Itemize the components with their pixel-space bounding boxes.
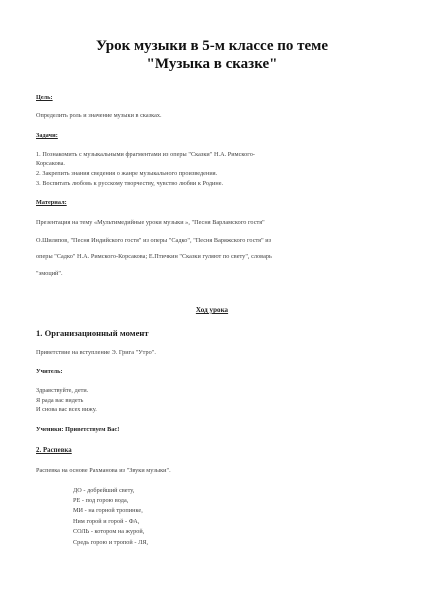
materials-line: "эмоций". <box>36 270 63 277</box>
students-reply: Ученики: Приветствуем Вас! <box>36 426 120 433</box>
solfege-line: СОЛЬ - котором на журой, <box>73 528 145 535</box>
materials-line: Презентация на тему «Мультимедийные уроки музыки », "Песня Варламского гостя" <box>36 219 265 226</box>
lesson-heading: Ход урока <box>195 306 229 314</box>
solfege-line: Средь горою и тропой - ЛЯ, <box>73 539 149 546</box>
document-title-line-2: "Музыка в сказке" <box>146 56 278 72</box>
section-2-text: Распевка на основе Рахманова из "Звуки музыки". <box>36 467 171 474</box>
task-item: Корсакова. <box>36 160 65 167</box>
solfege-line: ДО - добрейший свету, <box>73 487 135 494</box>
section-1-text: Приветствие на вступление Э. Грига "Утро". <box>36 349 156 356</box>
materials-heading: Материал: <box>36 199 67 206</box>
materials-line: О.Шиляпов, "Песня Индийского гостя" из оперы "Садко", "Песня Варяжского гостя" из <box>36 237 272 244</box>
section-2-heading: 2. Распевка <box>36 447 72 454</box>
teacher-label: Учитель: <box>36 368 63 375</box>
tasks-heading: Задачи: <box>36 132 58 139</box>
task-item: 3. Воспитать любовь к русскому творчеству, чувство любви к Родине. <box>36 180 224 187</box>
materials-line: оперы "Садко" Н.А. Римского-Корсакова; Е.Птичкин "Сказки гуляют по свету", словарь <box>36 253 272 260</box>
task-item: 2. Закрепить знания сведения о жанре музыкального произведения. <box>36 170 218 177</box>
goal-heading: Цель: <box>36 94 53 101</box>
solfege-line: Ним горой и горой - ФА, <box>73 518 140 525</box>
document-title-line-1: Урок музыки в 5-м классе по теме <box>95 38 329 54</box>
solfege-line: МИ - на горной тропинке, <box>73 507 143 514</box>
task-item: 1. Познакомить с музыкальными фрагментами из оперы "Сказки" Н.А. Римского- <box>36 151 255 158</box>
solfege-line: РЕ - под горою вода, <box>73 497 129 504</box>
goal-text: Определить роль и значение музыки в сказках. <box>36 112 162 119</box>
teacher-line: Я рада вас видеть <box>36 397 84 404</box>
section-1-heading: 1. Организационный момент <box>36 328 149 338</box>
teacher-line: И снова вас всех вижу. <box>36 406 97 413</box>
teacher-line: Здравствуйте, дети. <box>36 387 89 394</box>
